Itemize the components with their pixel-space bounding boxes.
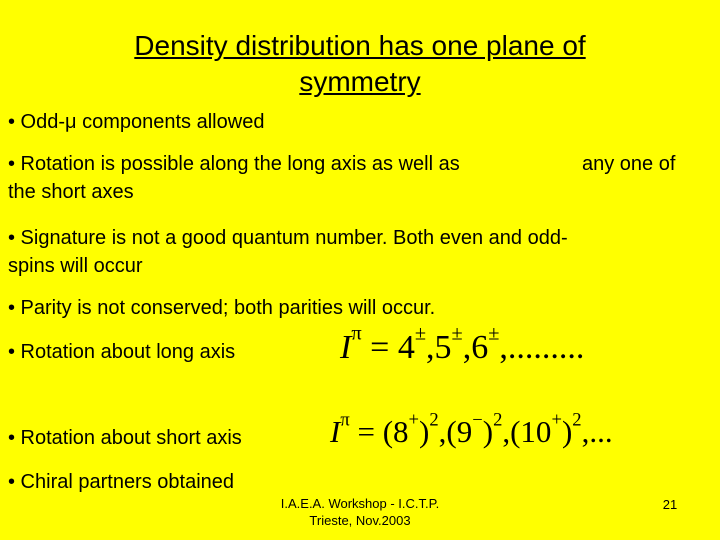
eq1-term2-sup: ± (451, 322, 463, 345)
eq1-term1-sup: ± (414, 322, 427, 345)
bullet-signature-line1: • Signature is not a good quantum number. Both even and odd- (8, 227, 568, 249)
eq2-term3-close: ) (561, 414, 573, 449)
eq1-term3: 6 (471, 329, 489, 366)
bullet-odd-mu: • Odd-μ components allowed (8, 111, 265, 133)
bullet-rotation-line1b: any one of (582, 153, 676, 175)
footer-credit (255, 495, 465, 529)
bullet-chiral: • Chiral partners obtained (8, 471, 235, 493)
equation-short-axis (330, 410, 613, 454)
bullet-signature-line2: spins will occur (8, 255, 143, 277)
eq2-term2-pow: 2 (493, 409, 503, 431)
eq1-term2: 5 (434, 329, 452, 366)
eq2-term1-sup: + (408, 409, 420, 431)
eq1-equals: = (370, 329, 390, 366)
bullet-parity: • Parity is not conserved; both parities will occur. (8, 297, 436, 319)
bullet-rotation-long: • Rotation about long axis (8, 341, 236, 363)
eq2-term2-close: ) (482, 414, 494, 449)
eq2-term3-sup: + (551, 409, 562, 431)
slide-title (40, 28, 680, 100)
eq1-sep1: , (426, 329, 435, 366)
eq2-lhs-sup: π (340, 409, 350, 431)
title-line-1: Density distribution has one plane of (134, 30, 586, 61)
eq2-equals: = (357, 414, 375, 449)
bullet-rotation-short: • Rotation about short axis (8, 427, 242, 449)
eq2-term1-close: ) (419, 414, 430, 449)
eq2-term3-pow: 2 (572, 409, 582, 431)
footer-line-2: Trieste, Nov.2003 (309, 513, 411, 528)
eq2-sep1: , (438, 414, 447, 449)
eq1-sep2: , (462, 329, 472, 366)
bullet-rotation-line1: • Rotation is possible along the long axis as well as (8, 153, 460, 175)
eq2-term1-pow: 2 (429, 409, 439, 431)
eq2-term2: (9 (446, 414, 473, 449)
page-number: 21 (662, 497, 678, 512)
title-line-2: symmetry (299, 66, 421, 97)
eq2-sep2: , (502, 414, 511, 449)
equation-long-axis (340, 322, 585, 370)
eq2-term1: (8 (382, 414, 409, 449)
eq1-term3-sup: ± (488, 322, 500, 345)
eq1-lhs-symbol: I (340, 329, 352, 366)
eq2-tail: ,... (581, 414, 613, 449)
eq2-lhs-symbol: I (330, 414, 341, 449)
eq1-term1: 4 (397, 329, 415, 366)
footer-line-1: I.A.E.A. Workshop - I.C.T.P. (280, 496, 440, 511)
eq1-tail: ,......... (499, 329, 585, 366)
bullet-rotation-line2: the short axes (8, 181, 134, 203)
eq2-term2-sup: − (472, 409, 483, 431)
eq2-term3: (10 (510, 414, 552, 449)
eq1-lhs-sup: π (351, 322, 362, 345)
